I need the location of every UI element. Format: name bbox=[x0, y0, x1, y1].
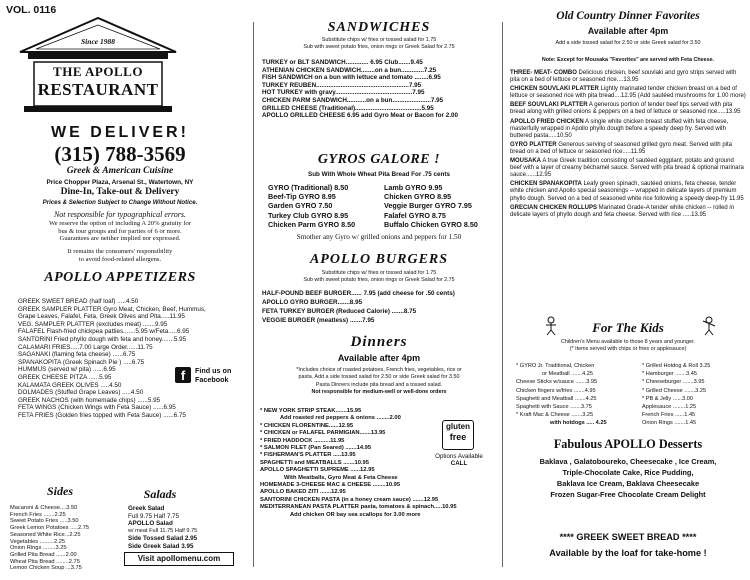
gyros-smother: Smother any Gyro w/ grilled onions and peppers for 1.50 bbox=[296, 233, 462, 241]
list-item: CHICKEN SPANAKOPITA Leafy green spinach, sautéed onions, feta cheese, tender white chicken and Apollo special seasonings -- wrapped in delicate layers of premium phyllo dough. Served on a bed of seasoned white rice following a speedy deep-fry 11.95 bbox=[510, 181, 744, 202]
list-item: Baklava , Galatoboureko, Cheesecake , Ice Cream, bbox=[539, 457, 717, 466]
kids-title: For The Kids bbox=[592, 320, 664, 335]
list-item: Onion Rings ........3.25 bbox=[10, 545, 67, 552]
logo-name-line2: RESTAURANT bbox=[37, 80, 159, 99]
kids-list-left bbox=[516, 362, 636, 428]
list-item: Cheese Sticks w/sauce .......3.95 bbox=[516, 379, 598, 386]
we-deliver: WE DELIVER! bbox=[51, 124, 189, 141]
gyro-item: Chicken GYRO 8.95 bbox=[384, 192, 452, 202]
list-item: GREEK SWEET BREAD (half loaf) .....4.50 bbox=[18, 298, 139, 305]
list-item: Full 9.75 Half 7.75 bbox=[128, 512, 180, 520]
list-item: GRECIAN CHICKEN ROLLUPS Marinated Grade-A tender white chicken -- rolled in delicate layers of phyllo dough and feta cheese. Served with rice .....13.95 bbox=[510, 204, 735, 218]
gyro-item: Beef-Tip GYRO 8.95 bbox=[268, 192, 336, 202]
list-item: APOLLO BAKED ZITI .......12.95 bbox=[260, 489, 346, 496]
cuisine: Greek & American Cuisine bbox=[66, 166, 174, 176]
list-item: or Meatball .......4.25 bbox=[542, 371, 593, 378]
dinners-notes: *Includes choice of roasted potatoes, French fries, vegetables, rice or pasta. Add a side tossed salad for 2.50 or side Greek salad for 3.50 Pasta Dinners include pita bread and a tossed salad. Not responsible for medium-well or well-done orders bbox=[296, 367, 462, 395]
burgers-title: APOLLO BURGERS bbox=[309, 252, 449, 267]
list-item: Sweet Potato Fries .....3.50 bbox=[10, 518, 79, 525]
list-item: Chicken fingers w/fries .......4.95 bbox=[516, 387, 596, 394]
list-item: GYRO PLATTER Generous serving of seasoned grilled gyro meat. Served with pita bread on a bed of lettuce or seasoned rice.....11.95 bbox=[510, 141, 732, 155]
sandwiches-title: SANDWICHES bbox=[327, 20, 431, 35]
sandwiches-sub2: Sub with sweet potato fries, onion rings or Greek Salad for 2.75 bbox=[303, 44, 455, 50]
desserts-list bbox=[506, 456, 750, 500]
list-item: Add roasted red peppers & onions ........2.00 bbox=[280, 415, 401, 422]
list-item: APOLLO GRILLED CHEESE 6.95 add Gyro Meat or Bacon for 2.00 bbox=[262, 112, 458, 120]
address: Price Chopper Plaza, Arsenal St., Watertown, NY bbox=[46, 179, 194, 186]
list-item: * GYRO Jr. Traditional, Chicken bbox=[516, 363, 595, 369]
list-item: GRILLED CHEESE (Traditional)......................................5.95 bbox=[262, 104, 434, 112]
kids-sub1: Children's Menu available to those 8 years and younger. bbox=[560, 339, 696, 345]
allergy-note: It remains the consumers' responsibility to avoid food-related allergens. bbox=[67, 248, 173, 263]
website-link[interactable]: Visit apollomenu.com bbox=[124, 552, 234, 566]
list-item: Add chicken OR bay sea scallops for 3.00 more bbox=[290, 511, 421, 518]
list-item: DOLMADES (Stuffed Grape Leaves) .....4.50 bbox=[18, 389, 144, 397]
old-country-sub: Add a side tossed salad for 2.50 or side Greek salad for 3.50 bbox=[555, 40, 701, 46]
list-item: CALAMARI FRIES.....7.00 Large Order......11.75 bbox=[18, 343, 153, 351]
list-item: SANTORINI CHICKEN PASTA (in a honey cream sauce) .......12.95 bbox=[260, 496, 439, 503]
restaurant-logo bbox=[14, 16, 182, 116]
list-item: Applesauce ........1.25 bbox=[642, 404, 697, 411]
list-item: TURKEY REUBEN.....................................................7.95 bbox=[262, 81, 422, 89]
list-item: * CHICKEN FLORENTINE......12.95 bbox=[260, 422, 354, 429]
old-country-note: Note: Except for Mousaka "Favorites" are served with Feta Cheese. bbox=[541, 57, 715, 63]
gyro-item: Garden GYRO 7.50 bbox=[268, 201, 333, 211]
list-item: GREEK SAMPLER PLATTER Gyro Meat, Chicken, Beef, Hummus, bbox=[18, 305, 206, 313]
gyro-item: Chicken Parm GYRO 8.50 bbox=[268, 219, 356, 229]
list-item: Side Greek Salad 3.95 bbox=[128, 542, 194, 550]
list-item: Lemon Chicken Soup ...3.75 bbox=[10, 565, 82, 572]
list-item: FISH SANDWICH on a bun with lettuce and tomato ........6.95 bbox=[262, 74, 441, 82]
list-item: French Fries ......1.45 bbox=[642, 412, 696, 419]
gyros-title: GYROS GALORE ! bbox=[317, 152, 441, 167]
facebook-line2: Facebook bbox=[195, 375, 229, 384]
kids-right-figure-icon bbox=[702, 316, 716, 336]
sides-list bbox=[10, 505, 110, 572]
middle-column bbox=[258, 0, 500, 580]
list-item: KALAMATA GREEK OLIVES .....4.50 bbox=[18, 381, 122, 389]
list-item: Seasoned White Rice...2.25 bbox=[10, 531, 81, 538]
dine-options: Dine-In, Take-out & Delivery bbox=[60, 187, 180, 197]
list-item: Spaghetti with Sauce .......3.75 bbox=[516, 404, 592, 411]
list-item: * CHICKEN or FALAFEL PARMIGIAN.......13.95 bbox=[260, 430, 386, 437]
dinners-avail: Available after 4pm bbox=[337, 353, 421, 363]
list-item: With Meatballs, Gyro Meat & Feta Cheese bbox=[284, 474, 398, 481]
facebook-badge[interactable] bbox=[175, 365, 247, 387]
list-item: w/ meat Full 11.75 Half 9.75 bbox=[128, 527, 198, 534]
list-item: SPANAKOPITA (Greek Spinach Pie ) .....6.75 bbox=[18, 358, 145, 366]
appetizers-list bbox=[18, 298, 250, 420]
salads-title: Salads bbox=[143, 487, 177, 501]
list-item: SANTORINI Fried phyllo dough with feta and honey.......5.95 bbox=[18, 335, 187, 343]
old-country-list bbox=[510, 70, 746, 221]
list-item: SAGANAKI (flaming feta cheese) ......6.75 bbox=[18, 351, 136, 359]
list-item: CHICKEN SOUVLAKI PLATTER Lightly marinated tender chicken breast on a bed of lettuce or seasoned rice with pita bread....12.95 (Add sautéed mushrooms for 1.00 more) bbox=[510, 86, 746, 100]
list-item: * FRIED HADDOCK ..........11.95 bbox=[260, 437, 345, 444]
sandwiches-list bbox=[262, 59, 500, 120]
free-label: free bbox=[449, 432, 467, 442]
list-item: BEEF SOUVLAKI PLATTER A generous portion of tender beef tips served with pita bread along with grilled onions & peppers on a bed of lettuce or seasoned rice.....13.95 bbox=[510, 102, 741, 116]
list-item: HALF-POUND BEEF BURGER...... 7.95 (add cheese for .50 cents) bbox=[262, 290, 455, 297]
burgers-list bbox=[262, 289, 500, 325]
list-item: * PB & Jelly ......3.00 bbox=[642, 395, 693, 402]
list-item: * Grilled Cheese .......3.25 bbox=[642, 387, 707, 394]
list-item: Vegetables .........2.25 bbox=[10, 538, 66, 545]
list-item: Grape Leaves, Falafel, Feta, Greek Olives and Pita.....11.95 bbox=[18, 313, 185, 321]
list-item: VEG. SAMPLER PLATTER (excludes meat) .......9.95 bbox=[18, 320, 168, 328]
phone-number[interactable]: (315) 788-3569 bbox=[54, 142, 186, 166]
list-item: Macaroni & Cheese....3.50 bbox=[10, 505, 78, 511]
list-item: Frozen Sugar-Free Chocolate Cream Delight bbox=[550, 490, 706, 499]
right-column bbox=[506, 0, 750, 580]
kids-sub2: (* Items served with chips or fries or applesauce) bbox=[569, 346, 687, 352]
sandwiches-sub1: Substitute chips w/ fries or tossed salad for 1.75 bbox=[321, 37, 437, 43]
gyro-item: Turkey Club GYRO 8.95 bbox=[268, 210, 349, 220]
list-item: Spaghetti and Meatball .......4.25 bbox=[516, 395, 597, 402]
salads-list bbox=[128, 505, 248, 551]
list-item: Baklava Ice Cream, Baklava Cheesecake bbox=[556, 479, 700, 488]
list-item: APOLLO Salad bbox=[128, 520, 173, 528]
list-item: * NEW YORK STRIP STEAK.......15.95 bbox=[260, 408, 362, 414]
list-item: GREEK NACHOS (with homemade chips) ......5.95 bbox=[18, 396, 161, 404]
volume-number: VOL. 0116 bbox=[6, 4, 57, 16]
gyro-item: Buffalo Chicken GYRO 8.50 bbox=[384, 219, 478, 229]
column-divider bbox=[502, 22, 503, 567]
logo-since: Since 1988 bbox=[81, 37, 115, 46]
list-item: TURKEY or BLT SANDWICH............. 6.95 Club.......9.45 bbox=[262, 59, 423, 66]
sweet-bread-line1: **** GREEK SWEET BREAD **** bbox=[559, 532, 697, 542]
list-item: FETA FRIES (Golden fries topped with Feta Sauce) ......6.75 bbox=[18, 411, 186, 419]
gyro-item: Lamb GYRO 9.95 bbox=[384, 183, 443, 192]
list-item: APOLLO GYRO BURGER.......8.95 bbox=[262, 299, 363, 306]
burgers-sub1: Substitute chips w/ fries or tossed salad for 1.75 bbox=[321, 270, 437, 276]
options-available: Options Available CALL bbox=[435, 453, 483, 468]
list-item: Wheat Pita Bread ........2.75 bbox=[10, 558, 80, 565]
burgers-sub2: Sub with sweet potato fries, onion rings or Greek Salad for 2.75 bbox=[303, 277, 455, 283]
list-item: Onion Rings .......1.45 bbox=[642, 420, 697, 427]
list-item: Grilled Pita Bread ......2.00 bbox=[10, 551, 77, 558]
list-item: * Cheeseburger .......3.95 bbox=[642, 379, 705, 386]
list-item: Greek Salad bbox=[128, 505, 165, 512]
gratuity-note: We reserve the option of including A 20% gratuity for bus & tour groups and for parties of 6 or more. Guarantees are neither implied nor expressed. bbox=[48, 220, 192, 243]
appetizers-title: APOLLO APPETIZERS bbox=[44, 270, 196, 285]
gyro-item: GYRO (Traditional) 8.50 bbox=[268, 183, 349, 192]
list-item: FETA TURKEY BURGER (Reduced Calorie) .......8.75 bbox=[262, 308, 417, 315]
gluten-label: gluten bbox=[446, 422, 470, 431]
sweet-bread-line2: Available by the loaf for take-home ! bbox=[549, 548, 707, 558]
desserts-title: Fabulous APOLLO Desserts bbox=[553, 437, 703, 451]
list-item: French Fries .......2.25 bbox=[10, 511, 66, 518]
typo-note: Not responsible for typographical errors. bbox=[53, 210, 187, 219]
gyros-grid bbox=[268, 183, 494, 229]
old-country-avail: Available after 4pm bbox=[587, 26, 669, 36]
list-item: with hotdogs ..... 4.25 bbox=[550, 420, 607, 427]
left-column bbox=[0, 0, 252, 580]
gyro-item: Veggie Burger GYRO 7.95 bbox=[384, 201, 472, 211]
list-item: MOUSAKA A true Greek tradition consisting of sautéed eggplant, potato and ground beef with a layer of creamy béchamel sauce. Served with pita bread & optional marinara sauce......12.95 bbox=[510, 158, 744, 179]
list-item: APOLLO SPAGHETTI SUPREME ......12.95 bbox=[260, 467, 375, 474]
dinners-list bbox=[260, 408, 457, 519]
list-item: Side Tossed Salad 2.95 bbox=[128, 535, 198, 543]
kids-list-right bbox=[642, 362, 748, 428]
list-item: FALAFEL Flash-fried chickpea patties.......5.95 w/Feta.....6.95 bbox=[18, 328, 190, 336]
list-item: Greek Lemon Potatoes .....2.75 bbox=[10, 525, 90, 532]
list-item: MEDITERRANEAN PASTA PLATTER pasta, tomatoes & spinach.....10.95 bbox=[260, 504, 457, 511]
list-item: * Hamburger .......3.45 bbox=[642, 371, 698, 378]
list-item: APOLLO FRIED CHICKEN A single white chicken breast stuffed with feta cheese, masterfully wrapped in Apollo phyllo dough before a speedy deep fry. Served with buttered pasta.....10.50 bbox=[510, 118, 729, 139]
facebook-line1: Find us on bbox=[195, 366, 232, 375]
dinners-title: Dinners bbox=[350, 334, 408, 350]
list-item: HOT TURKEY with gravy............................................7.95 bbox=[262, 89, 425, 97]
list-item: * FISHERMAN'S PLATTER .....13.95 bbox=[260, 452, 356, 459]
list-item: * Kraft Mac & Cheese .......3.25 bbox=[516, 412, 594, 419]
sides-title: Sides bbox=[46, 484, 73, 498]
gluten-free-badge bbox=[442, 420, 474, 450]
list-item: GREEK CHEESE PITZA ......5.95 bbox=[18, 373, 112, 381]
list-item: * SALMON FILET (Pan Seared) .......14.95 bbox=[260, 445, 372, 452]
column-divider bbox=[253, 22, 254, 567]
list-item: * Grilled Hotdog & Roll 3.25 bbox=[642, 363, 711, 369]
list-item: Triple-Chocolate Cake, Rice Pudding, bbox=[562, 468, 694, 477]
list-item: CHICKEN PARM SANDWICH...........on a bun......................7.95 bbox=[262, 96, 444, 104]
gyros-sub: Sub With Whole Wheat Pita Bread For .75 cents bbox=[308, 171, 450, 178]
logo-name-line1: THE APOLLO bbox=[53, 64, 143, 79]
list-item: SPAGHETTI and MEATBALLS .......10.95 bbox=[260, 459, 369, 466]
gyro-item: Falafel GYRO 8.75 bbox=[384, 210, 446, 220]
list-item: FETA WINGS (Chicken Wings with Feta Sauce) ......6.95 bbox=[18, 404, 176, 412]
prices-note: Prices & Selection Subject to Change Without Notice. bbox=[42, 199, 198, 206]
list-item: THREE- MEAT- COMBO Delicious chicken, beef souvlaki and gyro strips served with pita on a bed of lettuce or seasoned rice....13.95 bbox=[510, 70, 737, 84]
list-item: HOMEMADE 3-CHEESE MAC & CHEESE ........10.95 bbox=[260, 482, 401, 489]
list-item: HUMMUS (served w/ pita) ......6.95 bbox=[18, 366, 116, 374]
facebook-icon: f bbox=[175, 367, 191, 383]
old-country-title: Old Country Dinner Favorites bbox=[556, 10, 700, 22]
list-item: ATHENIAN CHICKEN SANDWICH........on a bun.............7.25 bbox=[262, 66, 437, 74]
list-item: VEGGIE BURGER (meatless) .......7.95 bbox=[262, 317, 375, 324]
